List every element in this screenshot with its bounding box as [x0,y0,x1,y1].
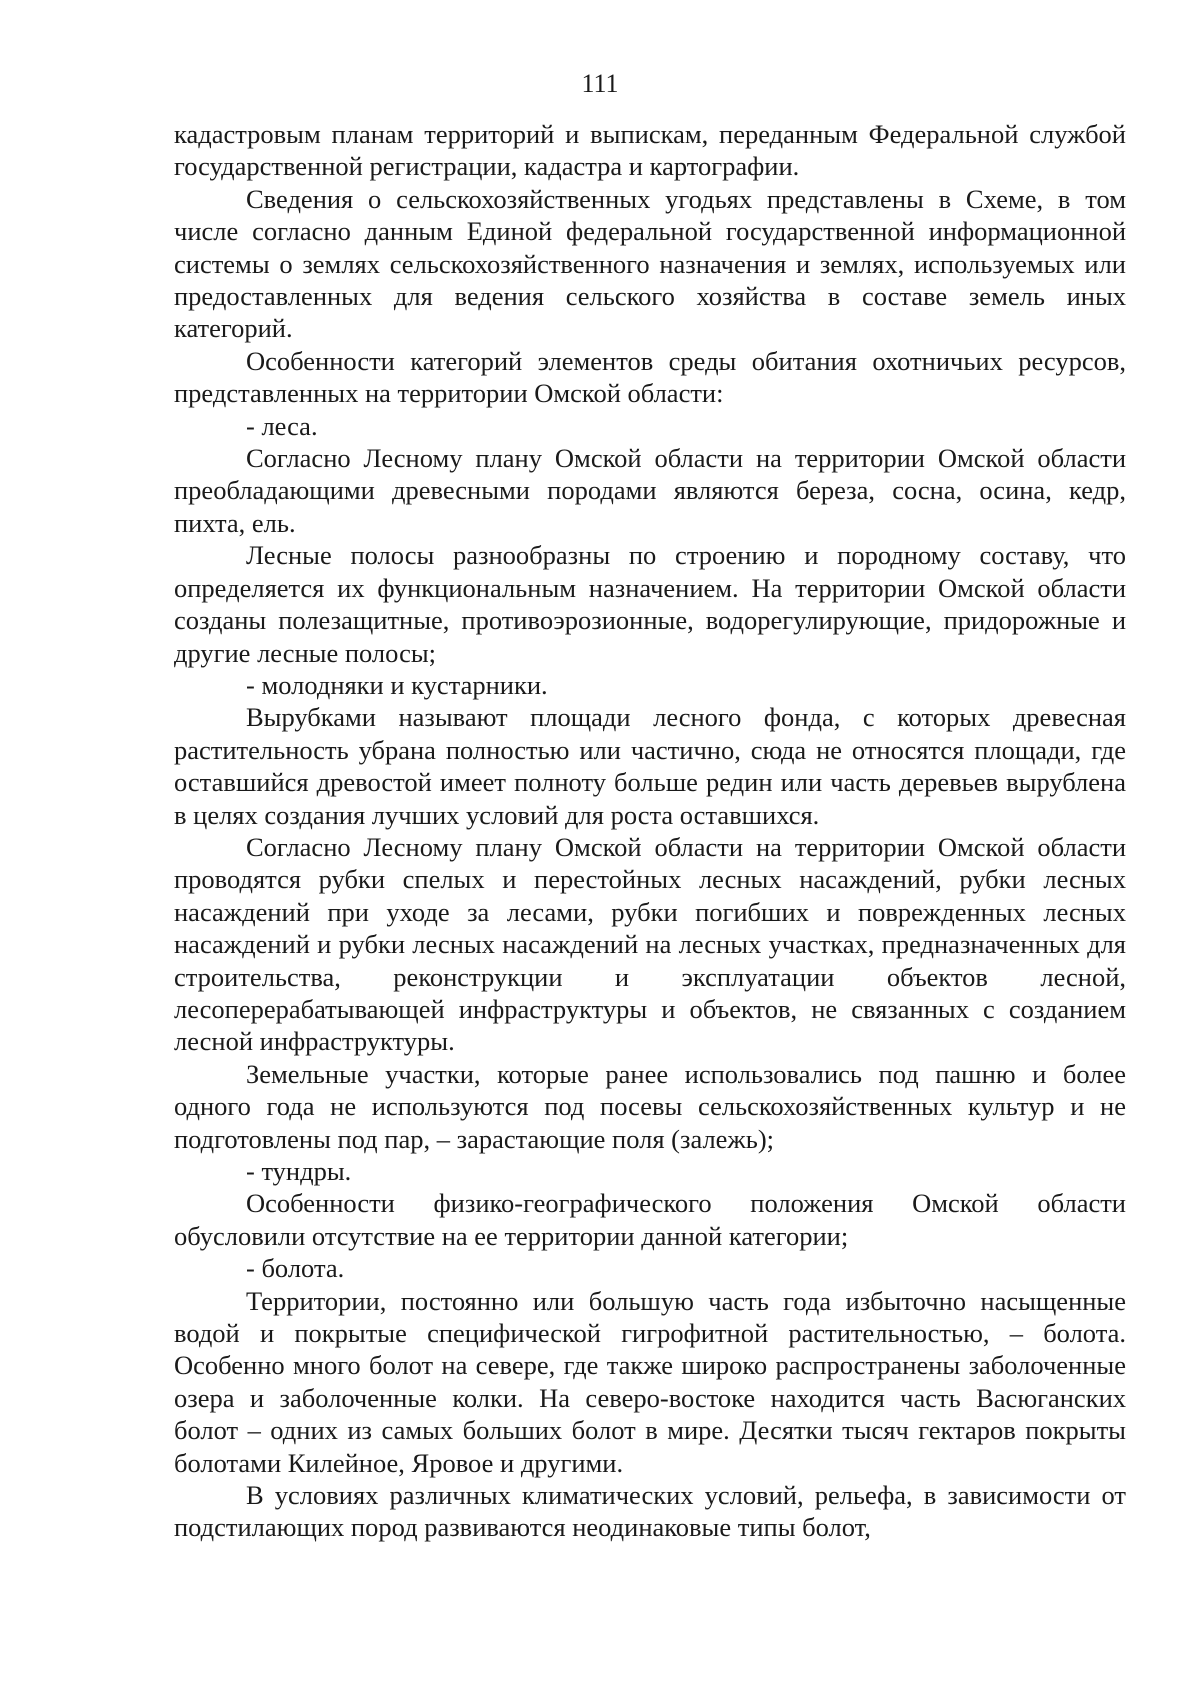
paragraph: Сведения о сельскохозяйственных угодьях представлены в Схеме, в том числе согласно данным Единой федеральной государственной информационной системы о землях сельскохозяйственного назначения и землях, используемых или предоставленных для ведения сельского хозяйства в составе земель иных категорий. [174,183,1126,344]
paragraph-continuation: кадастровым планам территорий и выпискам, переданным Федеральной службой государственной регистрации, кадастра и картографии. [174,119,1126,182]
list-item-young-growth: - молодняки и кустарники. [246,669,548,700]
list-item-swamps: - болота. [246,1253,345,1284]
paragraph: Земельные участки, которые ранее использовались под пашню и более одного года не используются под посевы сельскохозяйственных культур и не подготовлены под пар, – зарастающие поля (залежь); [174,1058,1126,1154]
paragraph-continued: В условиях различных климатических условий, рельефа, в зависимости от подстилающих пород развиваются неодинаковые типы болот, [174,1480,1126,1543]
paragraph: Лесные полосы разнообразны по строению и породному составу, что определяется их функциональным назначением. На территории Омской области созданы полезащитные, противоэрозионные, водорегулирующие, придорожные и другие лесные полосы; [174,540,1126,668]
paragraph: Территории, постоянно или большую часть года избыточно насыщенные водой и покрытые специфической гигрофитной растительностью, – болота. Особенно много болот на севере, где также широко распространены заболоченные озера и заболоченные колки. На северо-востоке находится часть Васюганских болот – одних из самых больших болот в мире. Десятки тысяч гектаров покрыты болотами Килейное, Яровое и другими. [174,1285,1126,1478]
page-number: 111 [581,69,619,98]
paragraph: Согласно Лесному плану Омской области на территории Омской области проводятся рубки спелых и перестойных лесных насаждений, рубки лесных насаждений при уходе за лесами, рубки погибших и поврежденных лесных насаждений и рубки лесных насаждений на лесных участках, предназначенных для строительства, реконструкции и эксплуатации объектов лесной, лесоперерабатывающей инфраструктуры и объектов, не связанных с созданием лесной инфраструктуры. [174,831,1126,1057]
paragraph: Особенности категорий элементов среды обитания охотничьих ресурсов, представленных на территории Омской области: [174,345,1126,409]
list-item-forests: - леса. [246,410,318,441]
document-body [174,118,1126,1544]
paragraph: Вырубками называют площади лесного фонда, с которых древесная растительность убрана полностью или частично, сюда не относятся площади, где оставшийся древостой имеет полноту больше редин или часть деревьев вырублена в целях создания лучших условий для роста оставшихся. [174,702,1126,830]
paragraph: Согласно Лесному плану Омской области на территории Омской области преобладающими древесными породами являются береза, сосна, осина, кедр, пихта, ель. [174,443,1126,538]
list-item-tundra: - тундры. [246,1156,352,1186]
paragraph: Особенности физико-географического положения Омской области обусловили отсутствие на ее территории данной категории; [174,1188,1126,1251]
